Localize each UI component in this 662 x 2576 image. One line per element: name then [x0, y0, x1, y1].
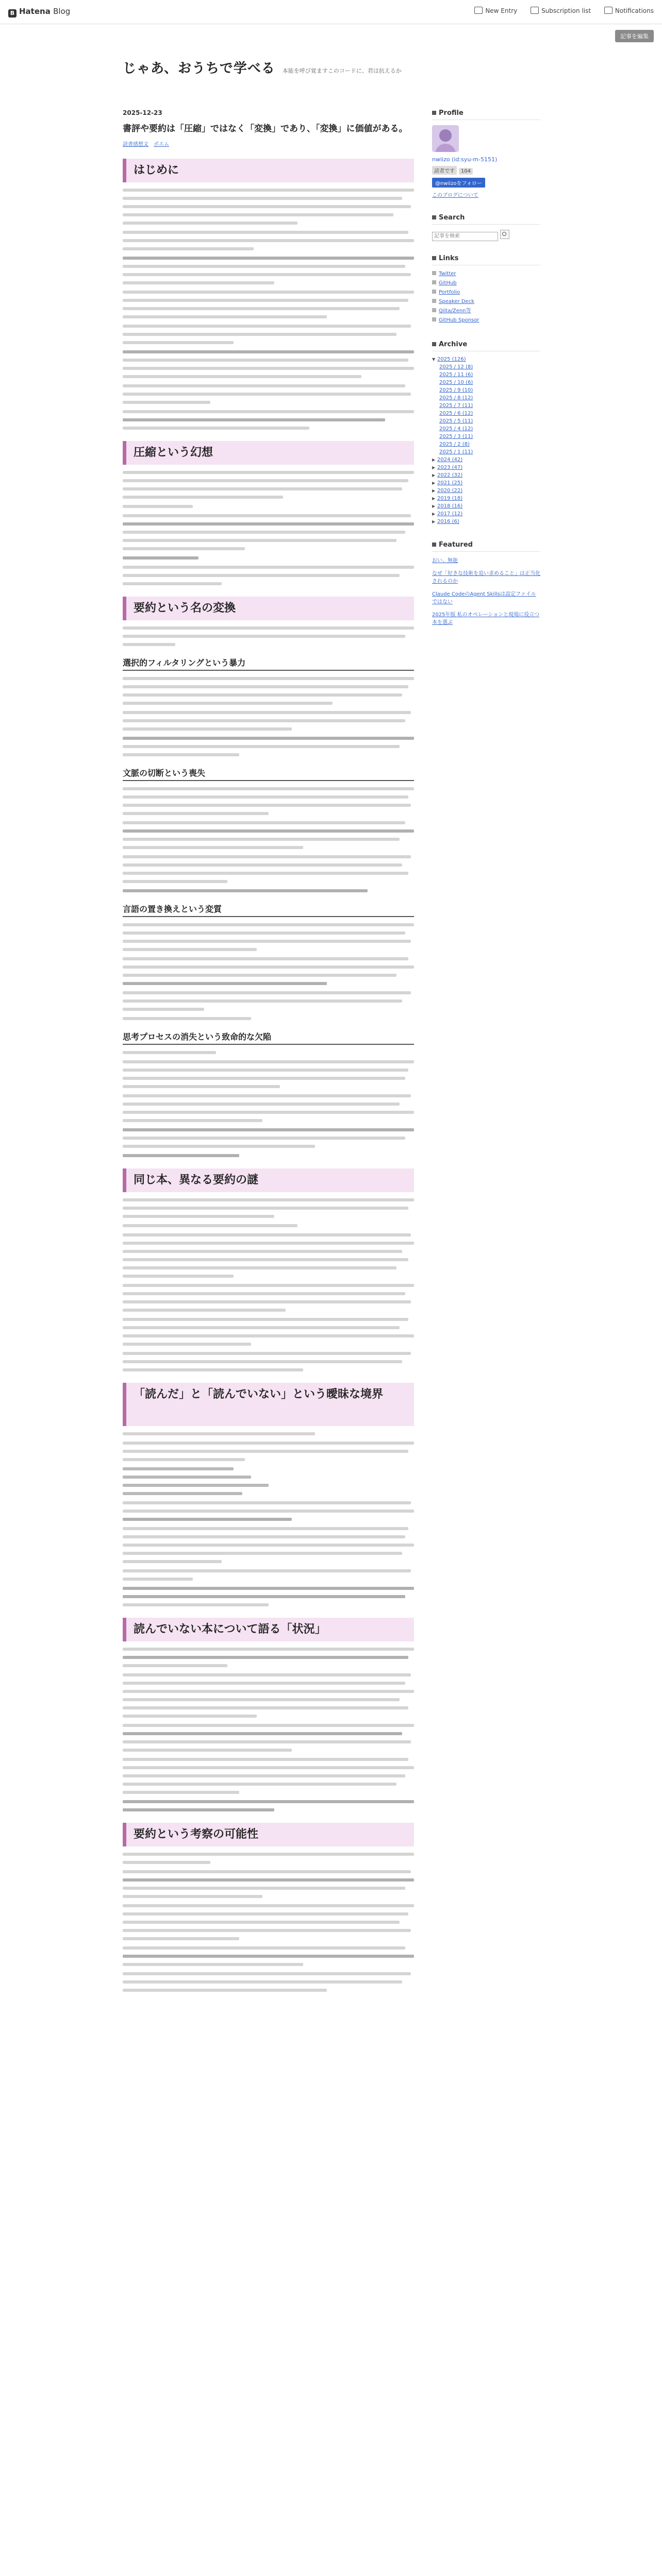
subsection-heading: 思考プロセスの消失という致命的な欠陥 [123, 1030, 414, 1045]
about-blog-link[interactable]: このブログについて [432, 193, 478, 198]
link-qiita-zenn[interactable]: Qiita/Zenn等 [439, 308, 471, 314]
paragraph [123, 889, 414, 892]
paragraph [123, 1853, 414, 1864]
paragraph [123, 1758, 414, 1794]
paragraph [123, 325, 414, 344]
featured-link[interactable]: なぜ「好きな技術を追い求めること」は正当化されるのか [432, 571, 540, 584]
logo-brand: Blog [53, 7, 71, 16]
link-twitter[interactable]: Twitter [439, 271, 456, 277]
archive-year-link[interactable]: 2023 (47) [437, 465, 463, 470]
triangle-right-icon[interactable]: ▶ [432, 488, 436, 493]
archive-year [432, 502, 540, 510]
section-heading: 読んでいない本について語る「状況」 [123, 1618, 414, 1641]
featured-heading [432, 541, 540, 552]
new-entry-label: New Entry [485, 7, 518, 14]
paragraph [123, 1587, 414, 1606]
archive-month-link[interactable]: 2025 / 6 (12) [439, 411, 473, 416]
blog-header [123, 58, 432, 77]
paragraph [123, 1284, 414, 1312]
paragraph [123, 291, 414, 318]
paragraph [123, 231, 414, 250]
article-categories [123, 140, 414, 147]
triangle-right-icon[interactable]: ▶ [432, 481, 436, 485]
category-link[interactable]: 読書感想文 [123, 141, 148, 147]
list-item [432, 611, 540, 626]
archive-year-link[interactable]: 2020 (22) [437, 488, 463, 494]
article [123, 109, 414, 1997]
list-item [432, 279, 540, 288]
archive-month-link[interactable]: 2025 / 8 (12) [439, 395, 473, 401]
archive-year-link[interactable]: 2018 (16) [437, 503, 463, 509]
triangle-right-icon[interactable]: ▶ [432, 519, 436, 524]
paragraph [123, 1051, 414, 1054]
featured-link[interactable]: おい、無能 [432, 558, 458, 564]
archive-year [432, 510, 540, 518]
featured-link[interactable]: Claude CodeのAgent Skillsは設定ファイルではない [432, 591, 536, 605]
section-heading: はじめに [123, 159, 414, 182]
list-item [432, 288, 540, 297]
archive-month-link[interactable]: 2025 / 10 (6) [439, 380, 473, 385]
triangle-down-icon[interactable]: ▼ [432, 357, 436, 362]
paragraph [123, 1224, 414, 1227]
search-icon[interactable] [500, 230, 509, 239]
profile-heading-label: Profile [439, 109, 464, 117]
notifications-link[interactable] [604, 7, 654, 14]
hatena-blog-logo[interactable] [8, 7, 70, 18]
section-heading: 要約という名の変換 [123, 597, 414, 620]
subsection-heading: 文脈の切断という喪失 [123, 767, 414, 781]
hatena-blog-logo-icon: B [8, 9, 16, 18]
archive-month [432, 425, 540, 433]
archive-month [432, 433, 540, 440]
avatar[interactable] [432, 125, 459, 152]
paragraph [123, 1904, 414, 1940]
section-heading: 「読んだ」と「読んでいない」という曖昧な境界 [123, 1383, 414, 1426]
links-heading-label: Links [439, 255, 459, 262]
paragraph [123, 257, 414, 284]
paragraph [123, 1800, 414, 1811]
reader-count-badge: 104 [459, 168, 473, 175]
paragraph [123, 1233, 414, 1278]
link-thumbnail-icon [432, 308, 436, 312]
archive-month [432, 440, 540, 448]
square-bullet-icon [432, 543, 436, 547]
paragraph [123, 1569, 414, 1581]
square-bullet-icon [432, 256, 436, 260]
list-item [432, 269, 540, 279]
subsection-heading: 言語の置き換えという変質 [123, 903, 414, 917]
archive-month [432, 371, 540, 379]
sidebar [432, 109, 540, 626]
link-github-sponsor[interactable]: GitHub Sponsor [439, 317, 479, 323]
profile-badges [432, 166, 540, 175]
archive-year [432, 495, 540, 502]
archive-year-link[interactable]: 2016 (6) [437, 519, 459, 524]
definition-list [123, 1467, 414, 1495]
archive-month [432, 379, 540, 386]
list-icon [531, 7, 539, 14]
archive-month [432, 363, 540, 371]
paragraph [123, 471, 414, 499]
archive-month [432, 417, 540, 425]
archive-year [432, 471, 540, 479]
square-bullet-icon [432, 111, 436, 115]
paragraph [123, 821, 414, 849]
link-thumbnail-icon [432, 280, 436, 284]
archive-month [432, 402, 540, 410]
paragraph [123, 1501, 414, 1521]
archive-month-link[interactable]: 2025 / 5 (11) [439, 418, 473, 424]
archive-month-link[interactable]: 2025 / 12 (8) [439, 364, 473, 370]
archive-month-link[interactable]: 2025 / 4 (12) [439, 426, 473, 432]
search-form [432, 230, 540, 239]
paragraph [123, 189, 414, 225]
paragraph [123, 1352, 414, 1371]
paragraph [123, 1724, 414, 1752]
paragraph [123, 855, 414, 883]
triangle-right-icon[interactable]: ▶ [432, 496, 436, 501]
profile-heading [432, 109, 540, 120]
paragraph [123, 991, 414, 1011]
triangle-right-icon[interactable]: ▶ [432, 465, 436, 470]
paragraph [123, 1318, 414, 1346]
triangle-right-icon[interactable]: ▶ [432, 504, 436, 509]
archive-month [432, 448, 540, 456]
archive-year [432, 456, 540, 464]
section-heading: 要約という考察の可能性 [123, 1823, 414, 1846]
section-heading: 圧縮という幻想 [123, 441, 414, 465]
list-item [432, 297, 540, 307]
edit-article-button[interactable]: 記事を編集 [615, 30, 654, 42]
category-link[interactable]: ポエム [154, 141, 169, 147]
archive-year-link[interactable]: 2024 (42) [437, 457, 463, 463]
paragraph [123, 505, 414, 508]
archive-list [432, 355, 540, 526]
square-bullet-icon [432, 342, 436, 346]
archive-heading-label: Archive [439, 341, 468, 348]
archive-year-link[interactable]: 2019 (18) [437, 496, 463, 501]
links-list [432, 269, 540, 325]
link-speaker-deck[interactable]: Speaker Deck [439, 299, 474, 304]
archive-month [432, 410, 540, 417]
links-heading [432, 255, 540, 265]
reader-badge[interactable]: 読者です [432, 166, 457, 175]
archive-year [432, 355, 540, 363]
top-nav [463, 7, 654, 14]
archive-year-link[interactable]: 2022 (32) [437, 472, 463, 478]
paragraph [123, 957, 414, 985]
search-heading-label: Search [439, 214, 465, 222]
archive-year [432, 487, 540, 495]
paragraph [123, 923, 414, 951]
archive-month [432, 386, 540, 394]
paragraph [123, 1128, 414, 1148]
archive-year [432, 479, 540, 487]
list-item [432, 316, 540, 325]
paragraph [123, 1442, 414, 1461]
article-date[interactable]: 2025-12-23 [123, 109, 162, 116]
paragraph [123, 711, 414, 731]
archive-month-link[interactable]: 2025 / 2 (8) [439, 442, 470, 447]
paragraph [123, 350, 414, 378]
paragraph [123, 1527, 414, 1563]
bell-icon [604, 7, 613, 14]
list-item [432, 590, 540, 606]
paragraph [123, 1673, 414, 1718]
top-bar [0, 0, 662, 24]
follow-button[interactable]: @nwiizoをフォロー [432, 178, 485, 188]
link-thumbnail-icon [432, 299, 436, 303]
section-heading: 同じ本、異なる要約の謎 [123, 1168, 414, 1192]
archive-month-link[interactable]: 2025 / 7 (11) [439, 403, 473, 409]
new-entry-link[interactable] [474, 7, 517, 14]
link-thumbnail-icon [432, 290, 436, 294]
subscription-list-link[interactable] [531, 7, 591, 14]
triangle-right-icon[interactable]: ▶ [432, 473, 436, 478]
search-heading [432, 214, 540, 225]
paragraph [123, 514, 414, 550]
paragraph [123, 1972, 414, 1992]
blog-title[interactable]: じゃあ、おうちで学べる [123, 61, 275, 76]
triangle-right-icon[interactable]: ▶ [432, 512, 436, 516]
paragraph [123, 556, 414, 560]
list-item [432, 557, 540, 565]
paragraph [123, 1154, 414, 1157]
list-item [432, 307, 540, 316]
subscription-list-label: Subscription list [541, 7, 591, 14]
link-thumbnail-icon [432, 271, 436, 275]
archive-month-link[interactable]: 2025 / 3 (11) [439, 434, 473, 439]
paragraph [123, 384, 414, 404]
archive-month-link[interactable]: 2025 / 11 (6) [439, 372, 473, 378]
paragraph [123, 566, 414, 585]
profile-id-link[interactable]: nwiizo (id:syu-m-5151) [432, 156, 498, 163]
subsection-heading: 選択的フィルタリングという暴力 [123, 656, 414, 671]
paragraph [123, 737, 414, 756]
archive-year-link[interactable]: 2017 (12) [437, 511, 463, 517]
square-bullet-icon [432, 215, 436, 219]
archive-month-link[interactable]: 2025 / 1 (11) [439, 449, 473, 455]
archive-heading [432, 341, 540, 351]
blog-description: 本能を呼び覚ますこのコードに、君は抗えるか [282, 67, 402, 74]
article-title[interactable]: 書評や要約は「圧縮」ではなく「変換」であり、「変換」に価値がある。 [123, 124, 408, 134]
paragraph [123, 677, 414, 705]
list-item [432, 570, 540, 585]
link-thumbnail-icon [432, 317, 436, 321]
featured-heading-label: Featured [439, 541, 473, 549]
notifications-label: Notifications [615, 7, 654, 14]
logo-text: Hatena [19, 7, 51, 16]
archive-month-link[interactable]: 2025 / 9 (10) [439, 387, 473, 393]
paragraph [123, 1870, 414, 1898]
link-portfolio[interactable]: Portfolio [439, 290, 460, 295]
featured-list [432, 557, 540, 626]
archive-year [432, 464, 540, 471]
paragraph [123, 1060, 414, 1088]
archive-month [432, 394, 540, 402]
paragraph [123, 1432, 414, 1435]
archive-year [432, 518, 540, 526]
paragraph [123, 787, 414, 815]
archive-year-link[interactable]: 2025 (126) [437, 357, 466, 362]
search-input[interactable] [432, 232, 498, 241]
link-github[interactable]: GitHub [439, 280, 457, 286]
triangle-right-icon[interactable]: ▶ [432, 457, 436, 462]
paragraph [123, 1946, 414, 1966]
paragraph [123, 1094, 414, 1122]
featured-link[interactable]: 2025年版 私のオペレーションと現場に役立つ本を選ぶ [432, 612, 540, 625]
archive-year-link[interactable]: 2021 (25) [437, 480, 463, 486]
paragraph [123, 1198, 414, 1218]
paragraph [123, 410, 414, 430]
paragraph [123, 1017, 414, 1020]
paragraph [123, 1648, 414, 1667]
paragraph [123, 626, 414, 646]
pencil-icon [474, 7, 483, 14]
